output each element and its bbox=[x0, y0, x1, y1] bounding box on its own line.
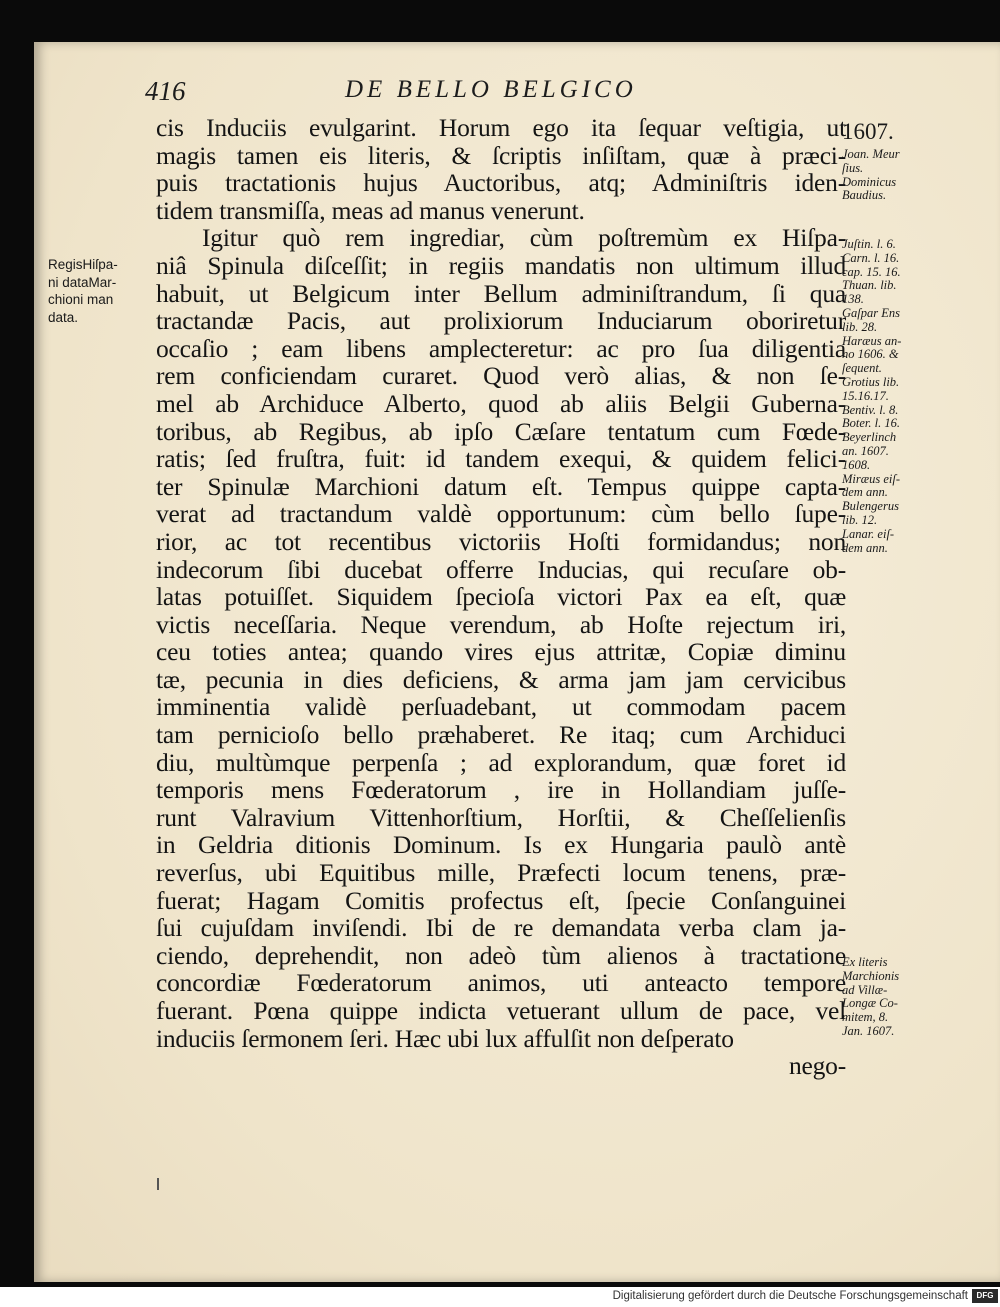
margin-citation-line: ad Villæ- bbox=[842, 982, 888, 997]
text-line: tidem transmiſſa, meas ad manus venerunt. bbox=[156, 195, 585, 225]
text-line: verat ad tractandum valdè opportunum: cùm bello ſupe- bbox=[156, 499, 846, 529]
text-line: rem conficiendam curaret. Quod verò alias, & non ſe- bbox=[156, 361, 846, 391]
text-line: victis neceſſaria. Neque verendum, ab Hoſte rejectum iri, bbox=[156, 609, 846, 639]
margin-citation-line: 1608. bbox=[842, 457, 871, 472]
margin-citation-line: Miræus eiſ- bbox=[842, 471, 900, 486]
main-text-block bbox=[156, 114, 846, 1080]
margin-note-line: RegisHiſpa- bbox=[48, 257, 118, 272]
running-title: DE BELLO BELGICO bbox=[345, 76, 637, 103]
text-line: toribus, ab Regibus, ab ipſo Cæſare tentatum cum Fœde- bbox=[156, 416, 846, 446]
margin-citation-line: Dominicus bbox=[842, 174, 897, 189]
margin-note-line: data. bbox=[48, 309, 79, 325]
margin-citation-line: Haræus an- bbox=[842, 333, 902, 348]
footer-bar bbox=[0, 1287, 1000, 1307]
text-line: occaſio ; eam libens amplecteretur: ac pro ſua diligentia bbox=[156, 333, 846, 363]
margin-citation-line: ſequent. bbox=[842, 361, 882, 376]
text-line: runt Valravium Vittenhorſtium, Horſtii, & Cheſſelienſis bbox=[156, 802, 846, 832]
margin-citation-line: Marchionis bbox=[842, 968, 900, 983]
margin-citation-line: lib. 12. bbox=[842, 512, 878, 527]
text-line: diu, multùmque perpenſa ; ad explorandum, quæ foret id bbox=[156, 747, 846, 777]
margin-citation-line: Thuan. lib. bbox=[842, 278, 897, 293]
margin-citation-line: no 1606. & bbox=[842, 347, 899, 362]
text-line: ter Spinulæ Marchioni datum eſt. Tempus quippe capta- bbox=[156, 471, 846, 501]
text-line: tam pernicioſo bello præhaberet. Re itaq; cum Archiduci bbox=[156, 720, 846, 750]
text-line: ſui cujuſdam inviſendi. Ibi de re demandata verba clam ja- bbox=[156, 913, 846, 943]
margin-citation-line: Ex literis bbox=[842, 955, 888, 969]
text-line: niâ Spinula diſceſſit; in regiis mandatis non ultimum illud bbox=[156, 250, 846, 280]
text-line: concordiæ Fœderatorum animos, uti anteacto tempore bbox=[156, 968, 846, 998]
text-line: rior, ac tot recentibus victoriis Hoſti formidandus; non bbox=[156, 526, 846, 556]
text-line: in Geldria ditionis Dominum. Is ex Hungaria paulò antè bbox=[156, 830, 846, 860]
margin-citation-line: 15.16.17. bbox=[842, 388, 889, 403]
right-margin-notes-top bbox=[842, 148, 952, 203]
margin-note-line: ni dataMar- bbox=[48, 274, 117, 290]
text-line: ciendo, deprehendit, non adeò tùm alienos à tractatione bbox=[156, 940, 846, 970]
text-line: indecorum ſibi ducebat offerre Inducias, qui recuſare ob- bbox=[156, 554, 846, 584]
margin-citation-line: Joan. Meur bbox=[842, 147, 900, 161]
page-mark bbox=[157, 1178, 159, 1190]
text-line: nego- bbox=[788, 1051, 846, 1081]
right-margin-notes-middle bbox=[842, 238, 952, 555]
text-line: fuerant. Pœna quippe indicta vetuerant ullum de pace, vel bbox=[156, 996, 846, 1025]
margin-note-line: chioni man bbox=[48, 292, 114, 307]
right-margin-notes-bottom bbox=[842, 956, 952, 1039]
text-line: tæ, pecunia in dies deficiens, & arma jam jam cervicibus bbox=[156, 664, 846, 694]
text-line: Igitur quò rem ingrediar, cùm poſtremùm ex Hiſpa- bbox=[202, 223, 846, 253]
text-line: magis tamen eis literis, & ſcriptis inſiſtam, quæ à præci- bbox=[156, 140, 846, 170]
margin-citation-line: Lanar. eiſ- bbox=[842, 526, 895, 541]
margin-citation-line: dem ann. bbox=[842, 540, 888, 555]
text-line: cis Induciis evulgarint. Horum ego ita ſequar veſtigia, ut bbox=[156, 113, 846, 142]
text-line: induciis ſermonem ſeri. Hæc ubi lux affulſit non deſperato bbox=[156, 1023, 734, 1053]
footer-credit: Digitalisierung gefördert durch die Deutsche Forschungsgemeinschaft bbox=[612, 1290, 968, 1302]
text-line: reverſus, ubi Equitibus mille, Præfecti locum tenens, præ- bbox=[156, 858, 846, 888]
text-line: latas potuiſſet. Siquidem ſpecioſa victori Pax ea eſt, quæ bbox=[156, 582, 846, 612]
text-line: puis tractationis hujus Auctoribus, atq; Adminiſtris iden- bbox=[156, 168, 846, 198]
margin-citation-line: Carn. l. 16. bbox=[842, 250, 900, 265]
text-line: temporis mens Fœderatorum , ire in Hollandiam juſſe- bbox=[156, 775, 846, 805]
text-line: ceu toties antea; quando vires ejus attritæ, Copiæ diminu bbox=[156, 637, 846, 667]
margin-year: 1607. bbox=[842, 119, 894, 144]
text-line: imminentia validè perſuadebant, ut commodam pacem bbox=[156, 692, 846, 722]
margin-citation-line: Juſtin. l. 6. bbox=[842, 237, 896, 251]
margin-citation-line: Boter. l. 16. bbox=[842, 416, 900, 431]
page-number: 416 bbox=[145, 76, 186, 106]
margin-citation-line: lib. 28. bbox=[842, 319, 878, 334]
margin-citation-line: Jan. 1607. bbox=[842, 1023, 895, 1038]
margin-citation-line: Baudius. bbox=[842, 188, 887, 203]
text-line: ratis; ſed fruſtra, fuit: id tandem exequi, & quidem felici- bbox=[156, 444, 846, 474]
text-line: tractandæ Pacis, aut prolixiorum Induciarum oboriretur bbox=[156, 306, 846, 336]
margin-citation-line: Gaſpar Ens bbox=[842, 305, 900, 320]
text-line: habuit, ut Belgicum inter Bellum adminiſtrandum, ſi qua bbox=[156, 278, 846, 308]
margin-citation-line: an. 1607. bbox=[842, 443, 889, 458]
margin-citation-line: Bentiv. l. 8. bbox=[842, 402, 899, 417]
margin-citation-line: ſius. bbox=[842, 160, 864, 175]
margin-citation-line: cap. 15. 16. bbox=[842, 264, 901, 279]
margin-citation-line: Beyerlinch bbox=[842, 430, 897, 445]
margin-citation-line: Bulengerus bbox=[842, 499, 899, 514]
text-line: fuerat; Hagam Comitis profectus eſt, ſpecie Conſanguinei bbox=[156, 885, 846, 915]
page-header bbox=[140, 76, 940, 112]
margin-citation-line: mitem, 8. bbox=[842, 1010, 889, 1025]
dfg-logo: DFG bbox=[972, 1289, 998, 1303]
margin-citation-line: 138. bbox=[842, 292, 864, 307]
text-line: mel ab Archiduce Alberto, quod ab aliis Belgii Guberna- bbox=[156, 388, 846, 418]
margin-citation-line: dem ann. bbox=[842, 485, 888, 500]
margin-citation-line: Longæ Co- bbox=[842, 996, 898, 1011]
left-margin-note bbox=[48, 256, 158, 326]
right-margin-year bbox=[842, 118, 952, 145]
margin-citation-line: Grotius lib. bbox=[842, 374, 900, 389]
